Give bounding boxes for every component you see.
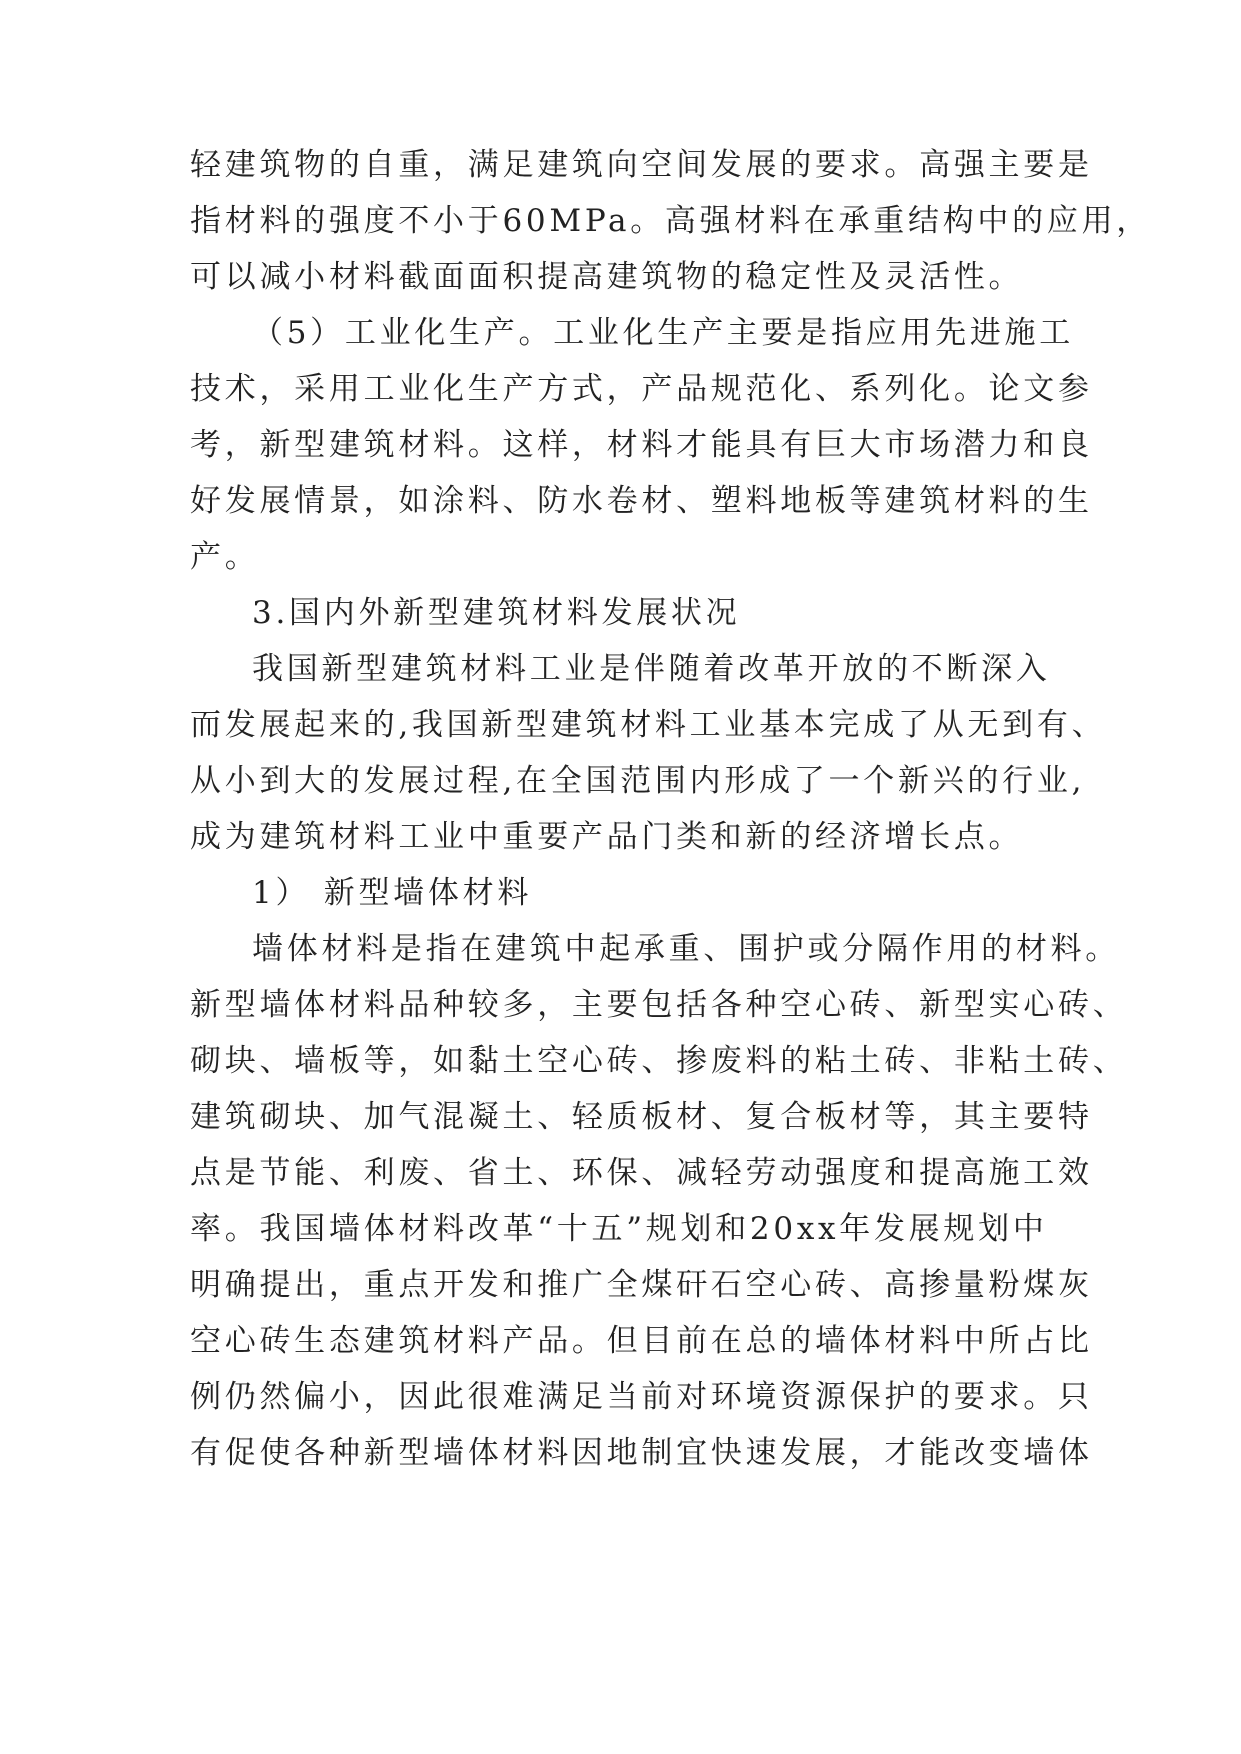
- text-line: 而发展起来的,我国新型建筑材料工业基本完成了从无到有、: [190, 707, 1107, 743]
- text-line: 砌块、墙板等，如黏土空心砖、掺废料的粘土砖、非粘土砖、: [190, 1043, 1128, 1079]
- text-line: 产。: [190, 539, 260, 575]
- text-line: 墙体材料是指在建筑中起承重、围护或分隔作用的材料。: [252, 931, 1120, 967]
- text-line: 技术，采用工业化生产方式，产品规范化、系列化。论文参: [190, 371, 1093, 407]
- text-line: 轻建筑物的自重，满足建筑向空间发展的要求。高强主要是: [190, 147, 1093, 183]
- text-line: 从小到大的发展过程,在全国范围内形成了一个新兴的行业,: [190, 763, 1086, 799]
- text-line: 有促使各种新型墙体材料因地制宜快速发展，才能改变墙体: [190, 1435, 1093, 1471]
- section-heading: 3.国内外新型建筑材料发展状况: [252, 595, 741, 631]
- text-line: 率。我国墙体材料改革“十五”规划和20xx年发展规划中: [190, 1211, 1048, 1247]
- text-line: 新型墙体材料品种较多，主要包括各种空心砖、新型实心砖、: [190, 987, 1128, 1023]
- text-line: 例仍然偏小，因此很难满足当前对环境资源保护的要求。只: [190, 1379, 1093, 1415]
- text-line: 指材料的强度不小于60MPa。高强材料在承重结构中的应用，: [190, 203, 1152, 239]
- text-line: 成为建筑材料工业中重要产品门类和新的经济增长点。: [190, 819, 1024, 855]
- text-line: 明确提出，重点开发和推广全煤矸石空心砖、高掺量粉煤灰: [190, 1267, 1093, 1303]
- text-line: 建筑砌块、加气混凝土、轻质板材、复合板材等，其主要特: [190, 1099, 1093, 1135]
- text-line: 考，新型建筑材料。这样，材料才能具有巨大市场潜力和良: [190, 427, 1093, 463]
- text-line: 点是节能、利废、省土、环保、减轻劳动强度和提高施工效: [190, 1155, 1093, 1191]
- text-line: 空心砖生态建筑材料产品。但目前在总的墙体材料中所占比: [190, 1323, 1093, 1359]
- text-line: （5）工业化生产。工业化生产主要是指应用先进施工: [252, 315, 1075, 351]
- text-line: 可以减小材料截面面积提高建筑物的稳定性及灵活性。: [190, 259, 1024, 295]
- subsection-heading: 1） 新型墙体材料: [252, 875, 533, 911]
- text-line: 好发展情景，如涂料、防水卷材、塑料地板等建筑材料的生: [190, 483, 1093, 519]
- text-line: 我国新型建筑材料工业是伴随着改革开放的不断深入: [252, 651, 1051, 687]
